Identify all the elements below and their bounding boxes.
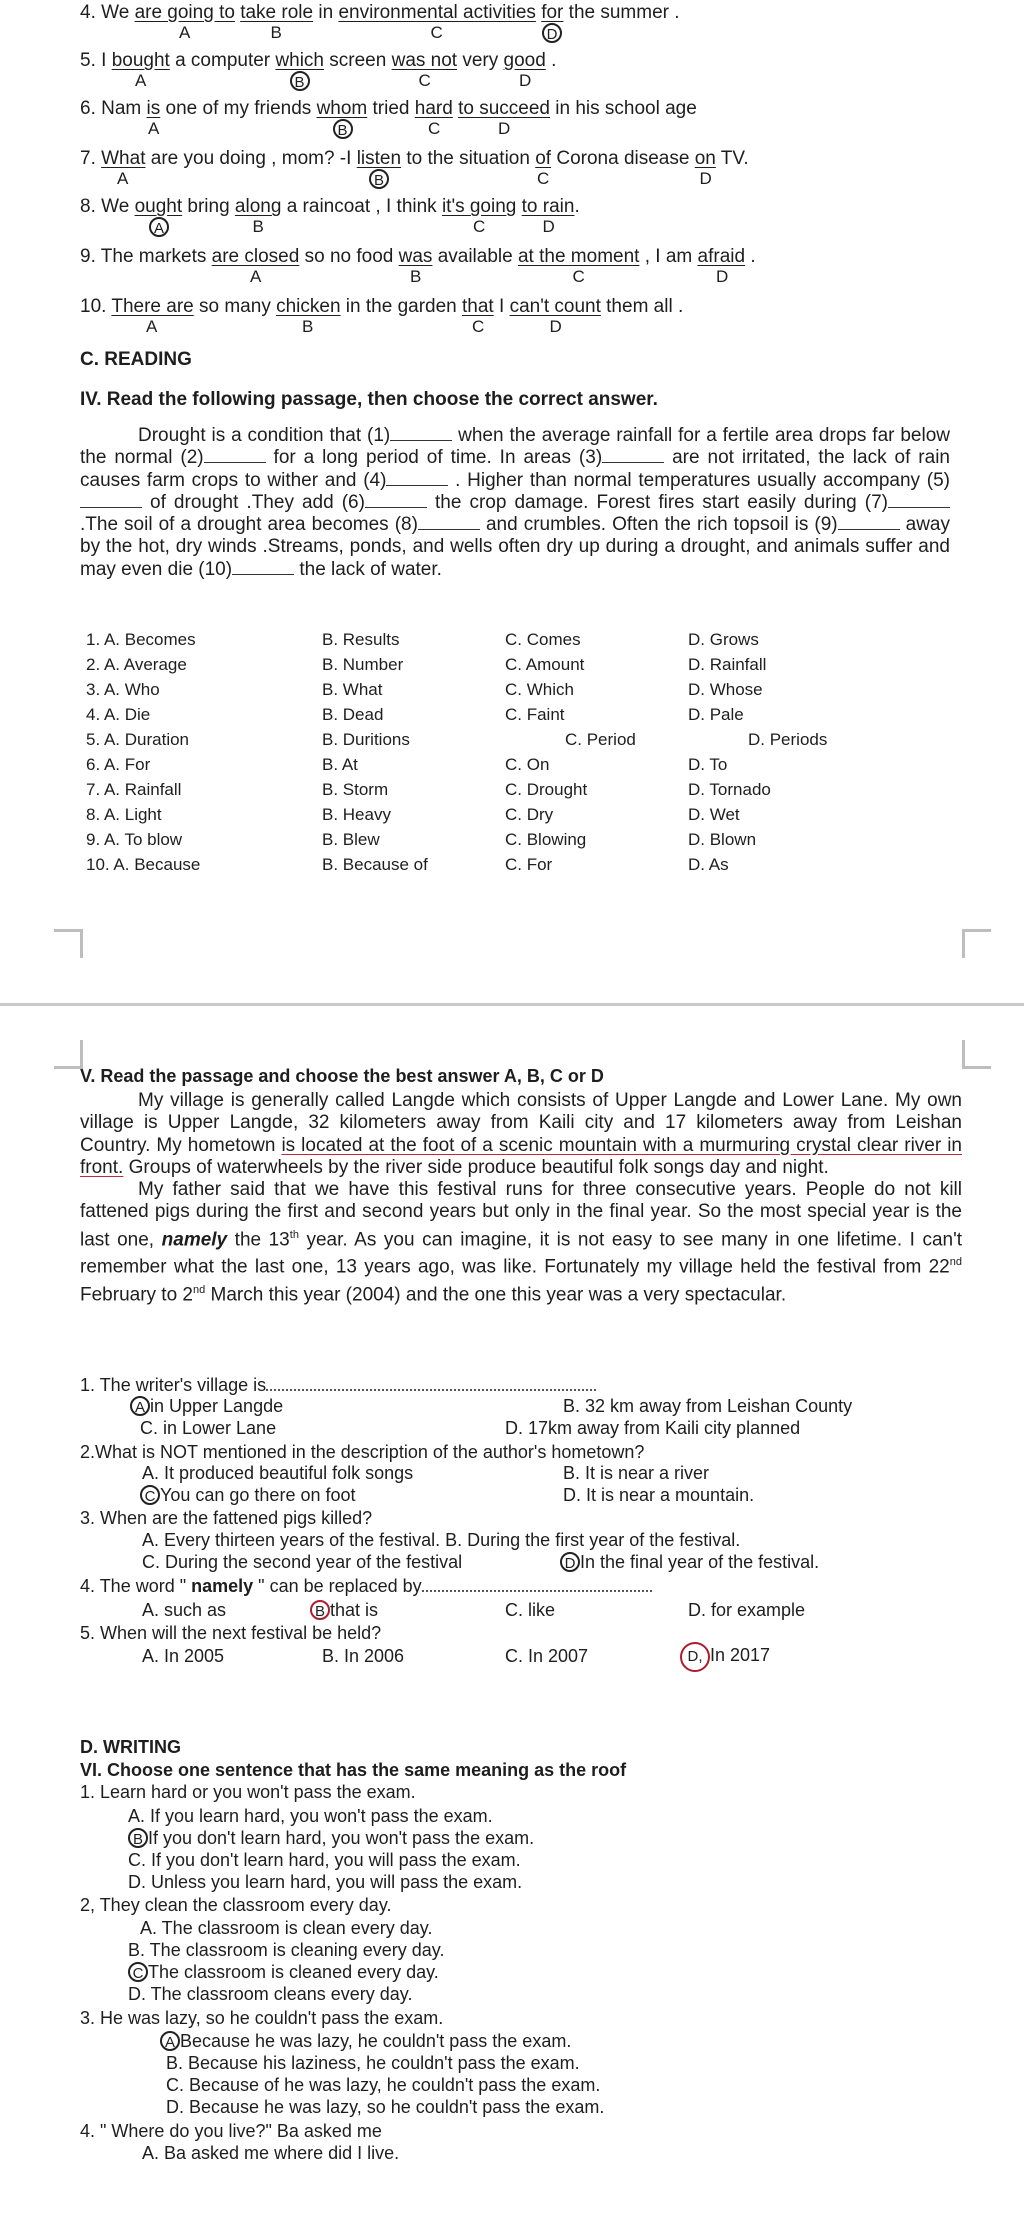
- option-letter-d: D: [542, 217, 555, 236]
- writing-q2-option-d[interactable]: D. The classroom cleans every day.: [128, 1984, 413, 2004]
- underlined-option-d[interactable]: afraid: [697, 246, 746, 267]
- langde-paragraph-2: My father said that we have this festival runs for three consecutive years. People do not kill fattened pigs during the first and second years but only in the final year. So the most special year is the last one, namely the 13th year. As you can imagine, it is not easy to see many in one lifetime. I can't remember what the last one, 13 years ago, was like. Fortunately my village held the festival from 22nd February to 2nd March this year (2004) and the one this year was a very spectacular.: [80, 1179, 963, 1306]
- option-letter-b: B: [410, 267, 422, 286]
- underlined-option-a[interactable]: ought: [134, 196, 183, 217]
- option-letter-c: C: [428, 119, 441, 138]
- option-10-a[interactable]: 10. A. Because: [86, 855, 201, 874]
- error-item: 9. The markets are closed so no food was available at the moment , I am afraid .: [80, 246, 756, 267]
- option-letter-d: D: [542, 23, 562, 43]
- option-10-d[interactable]: D. As: [688, 855, 729, 874]
- option-letter-b: B: [333, 119, 353, 139]
- underlined-option-c[interactable]: hard: [414, 98, 453, 119]
- answer-blank[interactable]: [602, 448, 664, 463]
- option-1-c[interactable]: C. Comes: [505, 630, 581, 649]
- reading-q4-option-a[interactable]: A. such as: [142, 1600, 227, 1620]
- underlined-option-d[interactable]: can't count: [509, 296, 601, 317]
- reading-q2-option-c[interactable]: C You can go there on foot: [140, 1485, 356, 1505]
- reading-q3-options-ab[interactable]: A. Every thirteen years of the festival. B. During the first year of the festival.: [142, 1530, 741, 1550]
- option-6-b[interactable]: B. At: [322, 755, 358, 774]
- option-7-c[interactable]: C. Drought: [505, 780, 588, 799]
- option-5-a[interactable]: 5. A. Duration: [86, 730, 190, 749]
- reading-q2-option-d[interactable]: D. It is near a mountain.: [563, 1485, 755, 1505]
- underlined-option-b[interactable]: whom: [316, 98, 368, 119]
- answer-blank[interactable]: [838, 515, 900, 530]
- option-4-b[interactable]: B. Dead: [322, 705, 384, 724]
- writing-q3-stem: 3. He was lazy, so he couldn't pass the exam.: [80, 2008, 444, 2028]
- underlined-option-b[interactable]: chicken: [276, 296, 341, 317]
- option-letter-a: A: [148, 119, 160, 138]
- option-letter-b: B: [270, 23, 282, 42]
- worksheet-page-1: [0, 0, 1024, 1000]
- option-letter-d: D: [519, 71, 532, 90]
- reading-q3-stem: 3. When are the fattened pigs killed?: [80, 1508, 373, 1528]
- writing-q1-option-b[interactable]: B If you don't learn hard, you won't pass the exam.: [128, 1828, 534, 1848]
- option-6-d[interactable]: D. To: [688, 755, 728, 774]
- option-letter-a: A: [250, 267, 262, 286]
- underlined-option-d[interactable]: for: [541, 2, 564, 23]
- underlined-option-c[interactable]: of: [535, 148, 552, 169]
- option-3-b[interactable]: B. What: [322, 680, 383, 699]
- option-5-c[interactable]: C. Period: [565, 730, 636, 749]
- writing-q3-option-a[interactable]: A Because he was lazy, he couldn't pass the exam.: [160, 2031, 571, 2051]
- reading-q4-option-d[interactable]: D. for example: [688, 1600, 806, 1620]
- answer-blank[interactable]: [204, 448, 266, 463]
- underlined-option-b[interactable]: along: [234, 196, 282, 217]
- error-item: 4. We are going to take role in environmental activities for the summer .: [80, 2, 680, 23]
- option-1-a[interactable]: 1. A. Becomes: [86, 630, 196, 649]
- option-7-b[interactable]: B. Storm: [322, 780, 389, 799]
- option-letter-c: C: [418, 71, 431, 90]
- underlined-option-a[interactable]: are closed: [211, 246, 300, 267]
- writing-q3-option-c[interactable]: C. Because of he was lazy, he couldn't pass the exam.: [166, 2075, 601, 2095]
- part-6-title: VI. Choose one sentence that has the same meaning as the roof: [80, 1760, 627, 1780]
- part-5-title: V. Read the passage and choose the best answer A, B, C or D: [80, 1066, 604, 1086]
- underlined-option-c[interactable]: was not: [391, 50, 458, 71]
- section-c-title: C. READING: [80, 349, 192, 370]
- answer-blank[interactable]: [390, 426, 452, 441]
- option-letter-d: D: [549, 317, 562, 336]
- option-4-c[interactable]: C. Faint: [505, 705, 565, 724]
- option-letter-a: A: [146, 317, 158, 336]
- option-9-c[interactable]: C. Blowing: [505, 830, 587, 849]
- error-item: 7. What are you doing , mom? -I listen to the situation of Corona disease on TV.: [80, 148, 749, 169]
- reading-q1-option-d[interactable]: D. 17km away from Kaili city planned: [505, 1418, 801, 1438]
- option-6-c[interactable]: C. On: [505, 755, 550, 774]
- underlined-option-d[interactable]: to rain: [521, 196, 575, 217]
- reading-q5-option-a[interactable]: A. In 2005: [142, 1646, 225, 1666]
- part-4-title: IV. Read the following passage, then choose the correct answer.: [80, 389, 658, 410]
- underlined-option-a[interactable]: What: [101, 148, 146, 169]
- underlined-option-a[interactable]: is: [146, 98, 161, 119]
- option-letter-c: C: [473, 217, 486, 236]
- option-letter-c: C: [572, 267, 585, 286]
- underlined-option-c[interactable]: at the moment: [517, 246, 640, 267]
- option-6-a[interactable]: 6. A. For: [86, 755, 151, 774]
- option-letter-c: C: [430, 23, 443, 42]
- underlined-option-c[interactable]: environmental activities: [338, 2, 536, 23]
- option-10-b[interactable]: B. Because of: [322, 855, 428, 874]
- underlined-option-c[interactable]: that: [462, 296, 494, 317]
- underlined-option-c[interactable]: it's going: [441, 196, 517, 217]
- option-4-a[interactable]: 4. A. Die: [86, 705, 151, 724]
- option-9-b[interactable]: B. Blew: [322, 830, 380, 849]
- reading-q2-option-a[interactable]: A. It produced beautiful folk songs: [142, 1463, 414, 1483]
- option-letter-b: B: [252, 217, 264, 236]
- option-letter-c: C: [537, 169, 550, 188]
- underlined-option-a[interactable]: There are: [111, 296, 194, 317]
- option-8-b[interactable]: B. Heavy: [322, 805, 391, 824]
- option-9-a[interactable]: 9. A. To blow: [86, 830, 183, 849]
- error-item: 5. I bought a computer which screen was not very good .: [80, 50, 557, 71]
- underlined-option-d[interactable]: on: [694, 148, 716, 169]
- underlined-option-b[interactable]: was: [398, 246, 433, 267]
- langde-paragraph-1: My village is generally called Langde which consists of Upper Langde and Lower Lane. My own village is Upper Langde, 32 kilometers away from Kaili city and 17 kilometers away from Leishan Country. My hometown is located at the foot of a scenic mountain with a murmuring crystal clear river in front. Groups of waterwheels by the river side produce beautiful folk songs day and night.: [80, 1090, 962, 1178]
- drought-passage: [80, 425, 950, 581]
- reading-q3-option-d[interactable]: D In the final year of the festival.: [560, 1552, 819, 1572]
- option-letter-b: B: [290, 71, 310, 91]
- reading-q1-stem: 1. The writer's village is: [80, 1374, 596, 1396]
- option-3-c[interactable]: C. Which: [505, 680, 574, 699]
- option-5-d[interactable]: D. Periods: [748, 730, 828, 749]
- option-letter-d: D: [716, 267, 729, 286]
- red-underlined-phrase: is located at the foot of a scenic mountain with a murmuring crystal clear river in front.: [80, 1134, 962, 1178]
- option-letter-b: B: [302, 317, 314, 336]
- answer-blank[interactable]: [80, 493, 142, 508]
- reading-q4-option-b[interactable]: B that is: [310, 1600, 378, 1620]
- underlined-option-b[interactable]: which: [275, 50, 324, 71]
- option-4-d[interactable]: D. Pale: [688, 705, 744, 724]
- option-1-b[interactable]: B. Results: [322, 630, 400, 649]
- option-7-a[interactable]: 7. A. Rainfall: [86, 780, 182, 799]
- option-3-d[interactable]: D. Whose: [688, 680, 763, 699]
- answer-blank[interactable]: [232, 560, 294, 575]
- option-letter-a: A: [149, 217, 169, 237]
- option-10-c[interactable]: C. For: [505, 855, 553, 874]
- option-9-d[interactable]: D. Blown: [688, 830, 757, 849]
- reading-q1-option-b[interactable]: B. 32 km away from Leishan County: [563, 1396, 853, 1416]
- langde-passage: [80, 1090, 962, 1307]
- option-7-d[interactable]: D. Tornado: [688, 780, 771, 799]
- underlined-option-b[interactable]: listen: [356, 148, 402, 169]
- answer-blank[interactable]: [418, 515, 480, 530]
- option-2-d[interactable]: D. Rainfall: [688, 655, 767, 674]
- option-1-d[interactable]: D. Grows: [688, 630, 759, 649]
- writing-q1-option-c[interactable]: C. If you don't learn hard, you will pass the exam.: [128, 1850, 521, 1870]
- option-letter-a: A: [117, 169, 129, 188]
- reading-q5-stem: 5. When will the next festival be held?: [80, 1623, 382, 1643]
- option-letter-d: D: [699, 169, 712, 188]
- answer-blank[interactable]: [365, 493, 427, 508]
- page-corner-mark: [54, 1040, 83, 1069]
- writing-q2-option-b[interactable]: B. The classroom is cleaning every day.: [128, 1940, 445, 1960]
- option-8-d[interactable]: D. Wet: [688, 805, 740, 824]
- option-letter-a: A: [179, 23, 191, 42]
- writing-q1-option-d[interactable]: D. Unless you learn hard, you will pass the exam.: [128, 1872, 523, 1892]
- reading-q4-option-c[interactable]: C. like: [505, 1600, 556, 1620]
- underlined-option-a[interactable]: bought: [111, 50, 170, 71]
- option-8-c[interactable]: C. Dry: [505, 805, 554, 824]
- answer-blank[interactable]: [888, 493, 950, 508]
- option-letter-d: D: [498, 119, 511, 138]
- reading-q1-option-c[interactable]: C. in Lower Lane: [140, 1418, 277, 1438]
- option-8-a[interactable]: 8. A. Light: [86, 805, 162, 824]
- reading-q5-option-b[interactable]: B. In 2006: [322, 1646, 405, 1666]
- option-2-c[interactable]: C. Amount: [505, 655, 585, 674]
- error-item: 10. There are so many chicken in the garden that I can't count them all .: [80, 296, 684, 317]
- reading-q4-stem: 4. The word " namely " can be replaced by: [80, 1575, 652, 1597]
- writing-q1-stem: 1. Learn hard or you won't pass the exam.: [80, 1782, 416, 1802]
- option-2-b[interactable]: B. Number: [322, 655, 404, 674]
- page-divider: [0, 1003, 1024, 1006]
- page-corner-mark: [54, 929, 83, 958]
- writing-q3-option-b[interactable]: B. Because his laziness, he couldn't pass the exam.: [166, 2053, 580, 2073]
- reading-q5-option-d[interactable]: D, In 2017: [680, 1642, 770, 1672]
- error-item: 8. We ought bring along a raincoat , I think it's going to rain.: [80, 196, 580, 217]
- option-2-a[interactable]: 2. A. Average: [86, 655, 187, 674]
- writing-q4-stem: 4. " Where do you live?" Ba asked me: [80, 2121, 382, 2141]
- option-5-b[interactable]: B. Duritions: [322, 730, 410, 749]
- error-item: 6. Nam is one of my friends whom tried hard to succeed in his school age: [80, 98, 697, 119]
- drought-passage-text: Drought is a condition that (1) when the average rainfall for a fertile area drops far below the normal (2) for a long period of time. In areas (3) are not irritated, the lack of rain causes farm crops to wither and (4) . Higher than normal temperatures usually accompany (5) of drought .They add (6) the crop damage. Forest fires start easily during (7) .The soil of a drought area becomes (8) and crumbles. Often the rich topsoil is (9) away by the hot, dry winds .Streams, ponds, and wells often dry up during a drought, and animals suffer and may even die (10) the lack of water.: [80, 425, 950, 580]
- reading-q5-option-c[interactable]: C. In 2007: [505, 1646, 589, 1666]
- writing-q2-option-c[interactable]: C The classroom is cleaned every day.: [128, 1962, 439, 1982]
- option-3-a[interactable]: 3. A. Who: [86, 680, 160, 699]
- page-corner-mark: [962, 1040, 991, 1069]
- worksheet-page-2: [0, 1010, 1024, 2217]
- answer-blank[interactable]: [386, 471, 448, 486]
- writing-q2-option-a[interactable]: A. The classroom is clean every day.: [140, 1918, 433, 1938]
- reading-q1-option-a[interactable]: A in Upper Langde: [130, 1396, 283, 1416]
- writing-title: D. WRITING: [80, 1737, 181, 1757]
- underlined-option-d[interactable]: to succeed: [458, 98, 550, 119]
- page-corner-mark: [962, 929, 991, 958]
- option-letter-c: C: [472, 317, 485, 336]
- writing-q3-option-d[interactable]: D. Because he was lazy, so he couldn't pass the exam.: [166, 2097, 605, 2117]
- option-letter-a: A: [135, 71, 147, 90]
- underlined-option-a[interactable]: are going to: [134, 2, 235, 23]
- option-letter-b: B: [369, 169, 389, 189]
- underlined-option-b[interactable]: take role: [240, 2, 314, 23]
- reading-q2-option-b[interactable]: B. It is near a river: [563, 1463, 710, 1483]
- writing-q2-stem: 2, They clean the classroom every day.: [80, 1895, 392, 1915]
- reading-q3-option-c[interactable]: C. During the second year of the festival: [142, 1552, 463, 1572]
- underlined-option-d[interactable]: good: [503, 50, 546, 71]
- writing-q1-option-a[interactable]: A. If you learn hard, you won't pass the exam.: [128, 1806, 493, 1826]
- writing-q4-option-a[interactable]: A. Ba asked me where did I live.: [142, 2143, 400, 2163]
- reading-q2-stem: 2.What is NOT mentioned in the description of the author's hometown?: [80, 1442, 645, 1462]
